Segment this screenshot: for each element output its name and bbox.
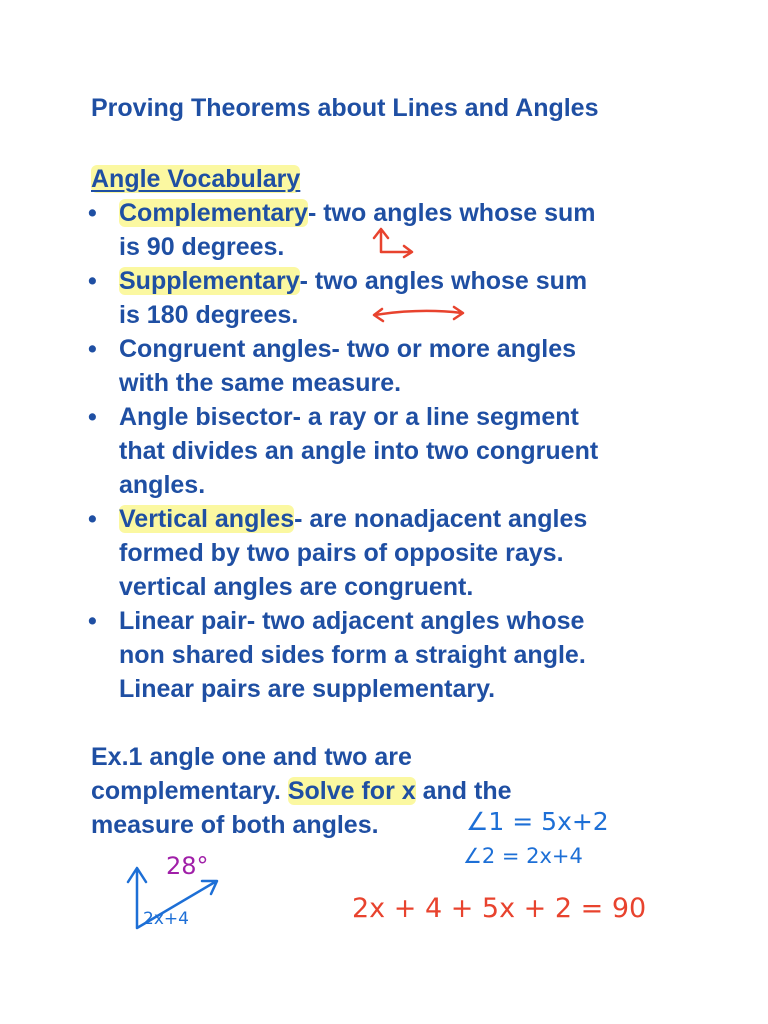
bullet-icon: • xyxy=(88,607,97,635)
vocab-term: Vertical angles xyxy=(119,505,295,533)
example-line-2b: and the xyxy=(415,777,512,805)
page-title: Proving Theorems about Lines and Angles xyxy=(91,94,599,122)
vocab-term: Angle bisector xyxy=(119,403,293,431)
vocab-definition-cont: is 180 degrees. xyxy=(119,301,299,329)
vocab-definition-cont: is 90 degrees. xyxy=(119,233,285,261)
vocab-definition: - two adjacent angles whose xyxy=(246,607,585,635)
vocab-definition: - two angles whose sum xyxy=(299,267,588,295)
vocab-term: Complementary xyxy=(119,199,308,227)
double-arrow-icon xyxy=(374,307,463,321)
result-value: 28° xyxy=(166,852,209,880)
example-line-2a: complementary. xyxy=(91,777,288,805)
vocab-definition: - two angles whose sum xyxy=(307,199,596,227)
vocab-definition: - two or more angles xyxy=(331,335,576,363)
example-line-3: measure of both angles. xyxy=(91,811,379,839)
vocab-definition: - are nonadjacent angles xyxy=(294,505,588,533)
vocab-term: Linear pair xyxy=(119,607,247,635)
bullet-icon: • xyxy=(88,335,97,363)
right-angle-arrow-icon xyxy=(374,229,412,257)
bullet-icon: • xyxy=(88,199,97,227)
vocab-definition-cont: formed by two pairs of opposite rays. xyxy=(119,539,564,567)
equation: 2x + 4 + 5x + 2 = 90 xyxy=(352,893,647,924)
vocab-term: Supplementary xyxy=(119,267,300,295)
bullet-icon: • xyxy=(88,267,97,295)
diagram-label: 2x+4 xyxy=(143,909,189,929)
vocab-definition-cont: that divides an angle into two congruent xyxy=(119,437,599,465)
vocab-definition-cont: non shared sides form a straight angle. xyxy=(119,641,586,669)
vocab-definition: - a ray or a line segment xyxy=(292,403,579,431)
example-line-1: Ex.1 angle one and two are xyxy=(91,743,412,771)
bullet-icon: • xyxy=(88,403,97,431)
vocab-definition-cont: vertical angles are congruent. xyxy=(119,573,474,601)
example-highlight: Solve for x xyxy=(287,777,416,805)
vocab-definition-cont: angles. xyxy=(119,471,206,499)
bullet-icon: • xyxy=(88,505,97,533)
vocab-definition-cont: with the same measure. xyxy=(119,369,402,397)
section-heading-text: Angle Vocabulary xyxy=(91,165,301,193)
angle-1-expression: ∠1 = 5x+2 xyxy=(466,807,609,836)
angle-2-expression: ∠2 = 2x+4 xyxy=(463,844,583,868)
vocab-term: Congruent angles xyxy=(119,335,332,363)
vocab-definition-cont: Linear pairs are supplementary. xyxy=(119,675,496,703)
